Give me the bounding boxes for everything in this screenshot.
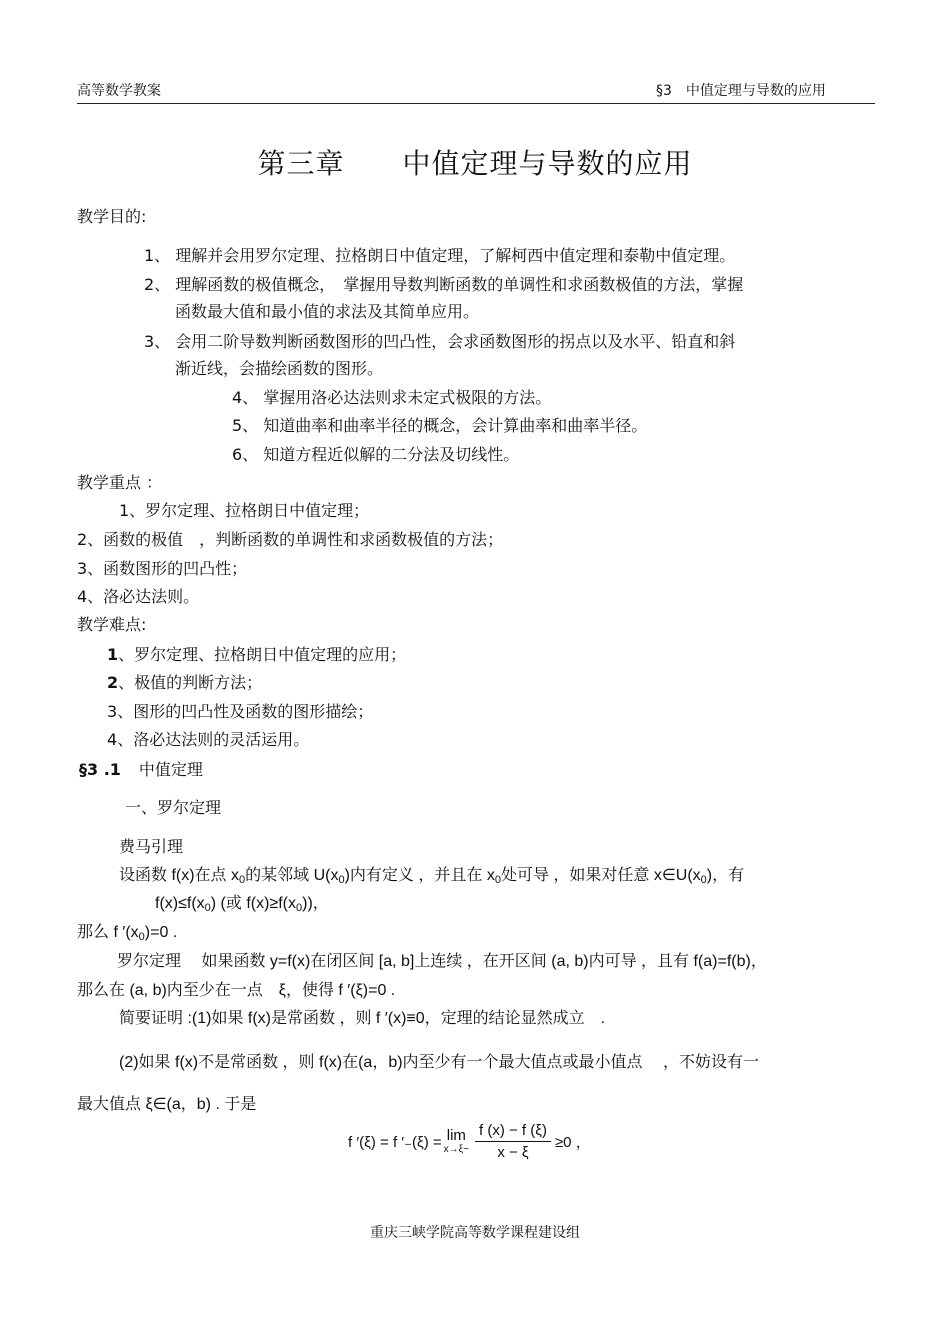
objective-item: 5、 知道曲率和曲率半径的概念，会计算曲率和曲率半径。: [232, 416, 648, 435]
text-segment: )=0 .: [144, 924, 178, 941]
text-segment: 处可导 ，如果对任意 x∈U(x: [500, 867, 701, 884]
text-segment: 设函数 f(x)在点 x: [119, 867, 239, 884]
objectives-heading: 教学目的:: [77, 207, 147, 226]
limit-operator: [444, 1128, 469, 1156]
proof-max-point: 最大值点 ξ∈(a，b) . 于是: [77, 1096, 257, 1113]
page-footer: 重庆三峡学院高等数学课程建设组: [370, 1225, 580, 1241]
subscript: 0: [239, 874, 246, 886]
subscript: 0: [700, 874, 707, 886]
fermat-conclusion: [77, 919, 177, 943]
difficulty-item: [107, 727, 309, 750]
difficulty-number: 4: [107, 730, 118, 749]
key-points-heading: 教学重点 ：: [77, 473, 163, 492]
header-right-section: §3 中值定理与导数的应用: [656, 83, 826, 99]
subscript: 0: [138, 931, 145, 943]
difficulty-text: 、罗尔定理、拉格朗日中值定理的应用；: [118, 645, 407, 664]
difficulty-number: 1: [107, 645, 119, 664]
subscript: 0: [204, 902, 211, 914]
text-segment: f(x)≤f(x: [155, 895, 205, 912]
rolle-theorem-line2: 那么在 (a, b)内至少在一点 ξ，使得 f ′(ξ)=0 .: [77, 982, 396, 999]
objective-item-continued: 函数最大值和最小值的求法及其简单应用。: [175, 302, 480, 321]
difficulty-number: 2: [107, 673, 119, 692]
text-segment: )内有定义 ，并且在 x: [344, 867, 495, 884]
header-left-title: 高等数学教案: [77, 83, 161, 99]
fermat-statement-line1: [119, 862, 744, 886]
difficulty-number: 3: [107, 702, 118, 721]
section-number: §3 .1: [79, 760, 121, 779]
key-point-item: 3、函数图形的凹凸性；: [77, 559, 248, 578]
key-point-item: 2、函数的极值 ，判断函数的单调性和求函数极值的方法；: [77, 530, 504, 549]
subscript: 0: [338, 874, 345, 886]
fraction-denominator: x − ξ: [497, 1144, 529, 1161]
difficulty-text: 、洛必达法则的灵活运用。: [117, 730, 310, 749]
formula-right: ≥0 ，: [554, 1134, 591, 1151]
section-heading: [79, 757, 203, 780]
objective-item: 4、 掌握用洛必达法则求未定式极限的方法。: [232, 388, 552, 407]
difficulty-text: 、图形的凹凸性及函数的图形描绘；: [117, 702, 374, 721]
text-segment: 的某邻域 U(x: [245, 867, 339, 884]
objective-item: 3、 会用二阶导数判断函数图形的凹凸性，会求函数图形的拐点以及水平、铅直和斜: [144, 332, 736, 351]
difficulty-text: 、极值的判断方法；: [118, 673, 263, 692]
text-segment: 那么 f ′(x: [77, 924, 139, 941]
difficulty-item: [107, 670, 262, 693]
difference-quotient: [475, 1122, 551, 1161]
difficulty-item: [107, 699, 373, 722]
section-title: 中值定理: [138, 760, 203, 779]
lim-subscript: x→ξ−: [443, 1144, 469, 1156]
subscript: 0: [494, 874, 501, 886]
objective-item: 1、 理解并会用罗尔定理、拉格朗日中值定理，了解柯西中值定理和泰勒中值定理。: [144, 246, 736, 265]
proof-step2: (2)如果 f(x)不是常函数 ，则 f(x)在(a，b)内至少有一个最大值点或最小值点 ，不妨设有一: [119, 1054, 759, 1071]
formula-left: f ′(ξ) = f ′₋(ξ) =: [348, 1133, 442, 1151]
chapter-title: 第三章 中值定理与导数的应用: [257, 147, 693, 180]
header-rule: [77, 103, 875, 104]
objective-item: 2、 理解函数的极值概念， 掌握用导数判断函数的单调性和求函数极值的方法，掌握: [144, 275, 744, 294]
key-point-item: 4、洛必达法则。: [77, 587, 200, 606]
difficulties-heading: 教学难点:: [77, 615, 147, 634]
subscript: 0: [296, 902, 303, 914]
difficulty-item: [107, 642, 406, 665]
proof-step1: 简要证明 :(1)如果 f(x)是常函数 ，则 f ′(x)≡0，定理的结论显然成立 .: [119, 1010, 606, 1027]
fermat-title: 费马引理: [119, 837, 184, 856]
text-segment: )，有: [706, 867, 745, 884]
objective-item: 6、 知道方程近似解的二分法及切线性。: [232, 445, 520, 464]
fermat-statement-line2: [155, 890, 329, 914]
fraction-numerator: f (x) − f (ξ): [475, 1122, 551, 1142]
text-segment: ))，: [302, 895, 329, 912]
key-point-item: 1、罗尔定理、拉格朗日中值定理；: [119, 501, 370, 520]
subsection-heading: 一、罗尔定理: [125, 798, 222, 817]
lim-text: lim: [446, 1126, 466, 1144]
text-segment: ) (或 f(x)≥f(x: [210, 895, 296, 912]
derivative-limit-formula: [348, 1122, 591, 1161]
objective-item-continued: 渐近线，会描绘函数的图形。: [175, 359, 384, 378]
rolle-theorem-line1: 罗尔定理 如果函数 y=f(x)在闭区间 [a, b]上连续 ，在开区间 (a, b)内可导 ，且有 f(a)=f(b)，: [117, 953, 767, 970]
